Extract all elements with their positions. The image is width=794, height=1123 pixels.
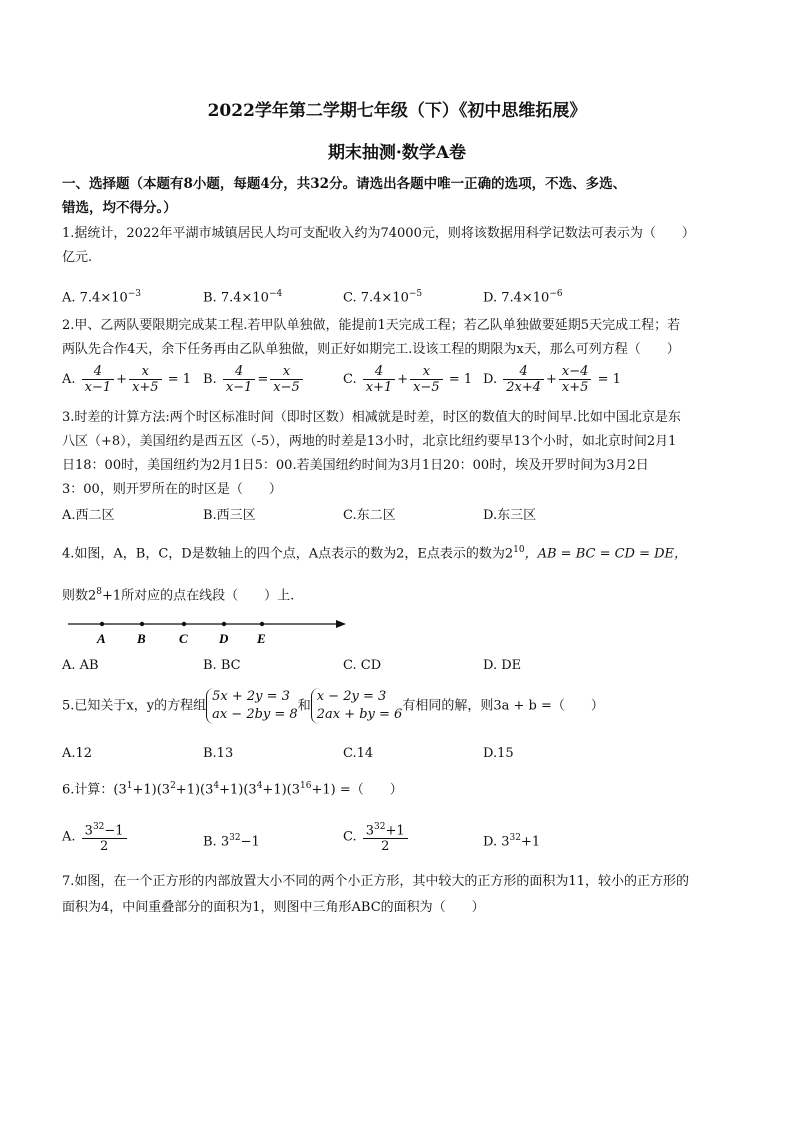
- point-d-dot: [222, 622, 226, 626]
- q6-a-frac: [82, 820, 127, 854]
- number-line-figure: [66, 612, 356, 652]
- point-d-label: D: [219, 631, 229, 646]
- q7-stem-line2: 面积为4，中间重叠部分的面积为1，则图中三角形ABC的面积为（ ）: [62, 900, 485, 915]
- q1-option-a-exp: −3: [127, 289, 142, 299]
- q6-exp2: 2: [170, 781, 176, 791]
- q2-c-frac1: [363, 364, 396, 395]
- point-c-dot: [182, 622, 186, 626]
- q2-b-num1: 4: [223, 364, 256, 380]
- q1-option-d-exp: −6: [549, 289, 563, 299]
- q5-option-b[interactable]: B.13: [203, 746, 234, 761]
- q5-option-c[interactable]: C.14: [343, 746, 374, 761]
- q2-option-a[interactable]: A. $\frac{4}{x-1}$ + $\frac{x}{x+5}$ = 1: [62, 364, 192, 395]
- q3-option-a[interactable]: A.西二区: [62, 508, 115, 523]
- q2-stem-line1: 2.甲、乙两队要限期完成某工程.若甲队单独做，能提前1天完成工程；若乙队单独做要延期5天完成工程；若: [62, 318, 681, 333]
- q4-stem-line1: [62, 540, 687, 564]
- point-a-dot: [100, 622, 104, 626]
- q6-c-exp: 32: [374, 822, 386, 832]
- q2-d-den1: 2x+4: [506, 380, 542, 395]
- q1-option-b-exp: −4: [268, 289, 283, 299]
- q6-b-exp: 32: [229, 833, 241, 843]
- q6-exp4: 4: [256, 781, 263, 791]
- q5-prefix: 5.已知关于x，y的方程组: [62, 698, 207, 714]
- q6-c-frac: [363, 820, 408, 854]
- q1-option-c-text: C. 7.4×10: [343, 290, 409, 306]
- q2-c-num2: x: [410, 364, 443, 380]
- q2-a-frac2: [129, 364, 162, 395]
- q4-line2-tail: +1所对应的点在线段（ ）上.: [102, 588, 295, 604]
- q5-suffix: 有相同的解，则3a + b =（ ）: [402, 698, 604, 714]
- q2-c-den1: x+1: [365, 380, 393, 395]
- q3-stem-line2: 八区（+8），美国纽约是西五区（-5），两地的时差是13小时，北京比纽约要早13个小时，如北京时间2月1: [62, 434, 677, 449]
- q2-d-den2: x+5: [561, 380, 589, 395]
- point-a-label: A: [97, 631, 106, 646]
- q1-option-a[interactable]: [62, 284, 141, 308]
- section-heading-line1: 一、选择题（本题有8小题，每题4分，共32分。请选出各题中唯一正确的选项，不选、多选、: [62, 176, 627, 192]
- q6-b-rest: −1: [240, 834, 260, 850]
- q6-exp3: 4: [213, 781, 220, 791]
- q5-sys1-eq2: ax − 2by = 8: [212, 707, 298, 722]
- q2-b-den2: x−5: [273, 380, 300, 395]
- q2-option-b-label: B.: [203, 372, 217, 387]
- q2-a-den1: x−1: [84, 380, 112, 395]
- q6-a-exp: 32: [92, 822, 105, 832]
- q4-line1-exp: 10: [513, 545, 525, 555]
- q6-option-c[interactable]: [343, 820, 410, 854]
- q7-stem-line1: 7.如图，在一个正方形的内部放置大小不同的两个小正方形，其中较大的正方形的面积为11，较小的正方形的: [62, 874, 689, 889]
- q3-option-c[interactable]: C.东二区: [343, 508, 396, 523]
- q1-option-c[interactable]: [343, 284, 422, 308]
- q6-d-rest: +1: [520, 834, 541, 850]
- q6-d-exp: 32: [509, 833, 521, 843]
- q4-line1-tail: ，AB = BC = CD = DE，: [524, 546, 688, 562]
- q6-exp5: 16: [300, 781, 312, 791]
- exam-subtitle: 期末抽测·数学A卷: [327, 143, 467, 163]
- q2-stem-line2: 两队先合作4天，余下任务再由乙队单独做，则正好如期完工.设该工程的期限为x天，那么可列方程（ ）: [62, 342, 680, 357]
- q6-lead: 6.计算：(3: [62, 782, 127, 798]
- q6-option-c-label: C.: [343, 829, 357, 845]
- q5-stem: [62, 688, 604, 725]
- q6-c-base: 3: [365, 823, 375, 839]
- q2-option-c-label: C.: [343, 372, 357, 387]
- q2-d-frac2: [559, 364, 592, 395]
- q4-option-c[interactable]: C. CD: [343, 658, 382, 673]
- q6-exp1: 1: [126, 781, 133, 791]
- q3-option-d[interactable]: D.东三区: [483, 508, 537, 523]
- q5-system-2: [311, 688, 403, 724]
- q2-option-d-label: D.: [483, 372, 498, 387]
- point-b-label: B: [137, 631, 146, 646]
- q5-sys2-eq2: 2ax + by = 6: [316, 707, 403, 722]
- q3-stem-line3: 日18：00时，美国纽约为2月1日5：00.若美国纽约时间为3月1日20：00时，埃及开罗时间为3月2日: [62, 458, 649, 473]
- q2-a-num1: 4: [82, 364, 115, 380]
- q6-a-rest: −1: [104, 823, 124, 839]
- q1-option-d[interactable]: [483, 284, 563, 308]
- q3-option-b[interactable]: B.西三区: [203, 508, 256, 523]
- q6-option-a[interactable]: [62, 820, 129, 854]
- q6-c-num: [363, 820, 408, 839]
- q4-stem-line2: [62, 582, 294, 606]
- q6-option-d-label: D.: [483, 834, 498, 850]
- q2-option-d[interactable]: D. $\frac{4}{2x+4}$ + $\frac{x-4}{x+5}$ = 1: [483, 364, 621, 395]
- point-c-label: C: [179, 631, 188, 646]
- q6-a-num: [82, 820, 127, 839]
- q5-system-1: [206, 688, 298, 724]
- q2-d-rest: = 1: [597, 372, 621, 387]
- q5-mid: 和: [297, 698, 311, 714]
- q1-stem-line2: 亿元.: [62, 250, 93, 265]
- q2-c-rest: = 1: [448, 372, 473, 387]
- q6-tail: +1) =（ ）: [311, 782, 403, 798]
- q2-option-a-label: A.: [62, 372, 76, 387]
- q4-line1-text: 4.如图，A，B，C，D是数轴上的四个点，A点表示的数为2，E点表示的数为2: [62, 546, 514, 562]
- q6-a-base: 3: [84, 823, 93, 839]
- q6-a-den: 2: [99, 839, 109, 855]
- q2-d-num2: x−4: [559, 364, 592, 380]
- q1-option-d-text: D. 7.4×10: [483, 290, 550, 306]
- q6-b-base: 3: [220, 834, 230, 850]
- q6-option-b[interactable]: [203, 828, 260, 852]
- point-b-dot: [140, 622, 144, 626]
- q4-option-a[interactable]: A. AB: [62, 658, 99, 673]
- q3-stem-line1: 3.时差的计算方法:两个时区标准时间（即时区数）相减就是时差，时区的数值大的时间早.比如中国北京是东: [62, 410, 681, 425]
- point-e-dot: [260, 622, 264, 626]
- q1-option-c-exp: −5: [408, 289, 423, 299]
- q2-c-frac2: [410, 364, 443, 395]
- number-line-arrow-icon: [336, 620, 346, 628]
- q4-option-d[interactable]: D. DE: [483, 658, 522, 673]
- q5-sys1-eq1: 5x + 2y = 3: [212, 689, 290, 704]
- q5-option-d[interactable]: D.15: [483, 746, 514, 761]
- q2-option-b[interactable]: B. $\frac{4}{x-1}$ = $\frac{x}{x-5}$: [203, 364, 305, 395]
- q2-a-frac1: [82, 364, 115, 395]
- q2-a-rest: = 1: [167, 372, 192, 387]
- q2-d-frac1: [503, 364, 544, 395]
- q6-stem: 6.计算：$(3^1+1)(3^2+1)(3^4+1)(3^4+1)(3^{16}+1)$ =（ ）: [62, 781, 403, 798]
- q2-a-den2: x+5: [132, 380, 159, 395]
- q6-option-b-label: B.: [203, 834, 217, 850]
- q4-line2-exp: 8: [96, 587, 103, 597]
- q6-c-rest: +1: [385, 823, 405, 839]
- q2-b-frac2: [270, 364, 303, 395]
- q6-d-base: 3: [501, 834, 510, 850]
- q1-option-a-text: A. 7.4×10: [62, 290, 128, 306]
- q1-option-b-text: B. 7.4×10: [203, 290, 269, 306]
- q2-b-frac1: [223, 364, 256, 395]
- q5-option-a[interactable]: A.12: [62, 746, 93, 761]
- q2-b-den1: x−1: [225, 380, 253, 395]
- q5-sys2-eq1: x − 2y = 3: [316, 689, 387, 704]
- q2-c-num1: 4: [363, 364, 396, 380]
- section-heading-line2: 错选，均不得分。）: [62, 200, 177, 216]
- q3-stem-line4: 3：00，则开罗所在的时区是（ ）: [62, 482, 282, 497]
- q2-c-den2: x−5: [413, 380, 440, 395]
- q6-option-d[interactable]: [483, 828, 540, 852]
- q6-option-a-label: A.: [62, 829, 76, 845]
- q2-d-num1: 4: [503, 364, 544, 380]
- q6-c-den: 2: [381, 839, 390, 855]
- q2-a-num2: x: [129, 364, 162, 380]
- q4-line2-text: 则数2: [62, 588, 97, 604]
- exam-title: 2022学年第二学期七年级（下）《初中思维拓展》: [207, 101, 587, 121]
- q2-option-c[interactable]: C. $\frac{4}{x+1}$ + $\frac{x}{x-5}$ = 1: [343, 364, 473, 395]
- q4-option-b[interactable]: B. BC: [203, 658, 241, 673]
- q1-stem-line1: 1.据统计，2022年平湖市城镇居民人均可支配收入约为74000元，则将该数据用科学记数法可表示为（ ）: [62, 226, 695, 241]
- point-e-label: E: [257, 631, 266, 646]
- q1-option-b[interactable]: [203, 284, 282, 308]
- q2-b-num2: x: [270, 364, 303, 380]
